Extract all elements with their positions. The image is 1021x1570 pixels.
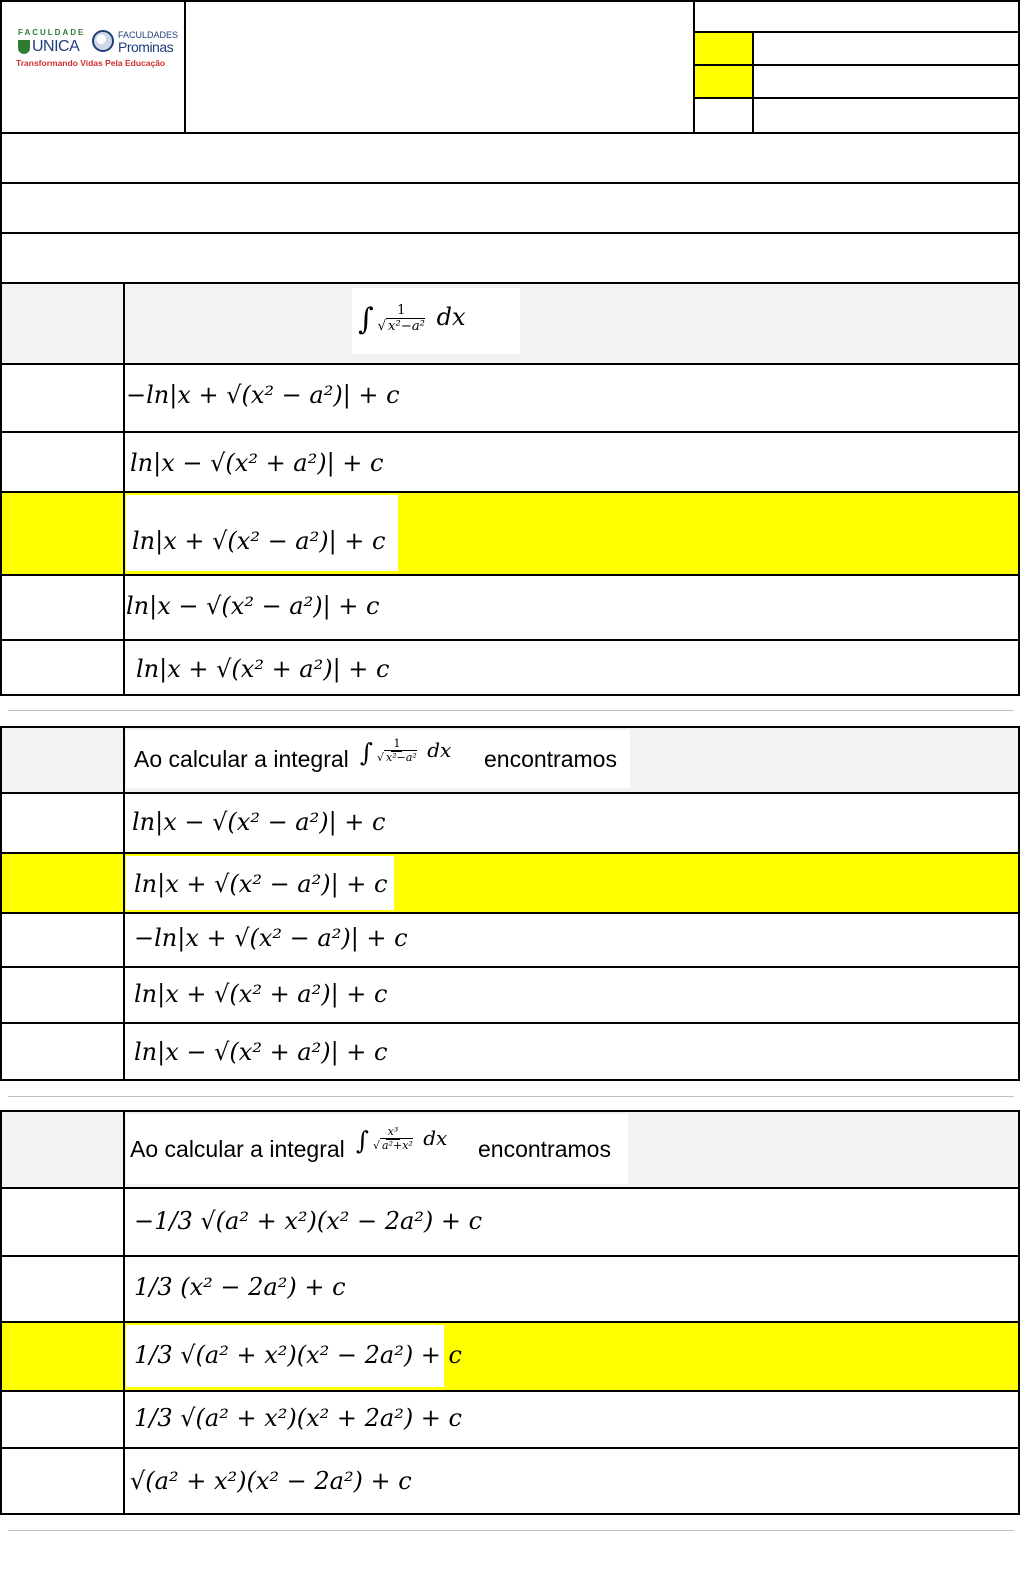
slogan: Transformando Vidas Pela Educação [16, 58, 166, 68]
q2-option-4-text: ln|x + √(x² + a²)| + c [134, 980, 388, 1008]
q2-prompt-row [0, 726, 1020, 792]
q2-separator [8, 1096, 1014, 1097]
q3-option-2-text: 1/3 (x² − 2a²) + c [134, 1273, 346, 1301]
q3-option-row[interactable] [0, 1390, 1020, 1447]
header-info-row-1 [695, 0, 1020, 33]
institution-top-label: FACULDADE [18, 28, 86, 37]
q3-separator [8, 1530, 1014, 1531]
q1-option-5-text: ln|x + √(x² + a²)| + c [136, 655, 390, 683]
q2-prompt-math: ∫ $\frac{1}{\text{√ x²−a²}}$ dx [360, 737, 452, 767]
q2-option-label-cell [2, 912, 125, 968]
q1-option-row[interactable] [0, 431, 1020, 491]
header-info-row-3 [754, 66, 1020, 99]
globe-icon [92, 30, 114, 52]
q3-option-row-highlighted[interactable] [0, 1321, 1020, 1390]
q3-option-label-cell [2, 1447, 125, 1515]
q2-option-label-cell [2, 1022, 125, 1081]
q1-prompt-image [352, 288, 520, 354]
header-marker-divider [695, 33, 754, 134]
q1-option-row[interactable] [0, 363, 1020, 431]
q1-prompt-row [0, 284, 1020, 363]
q3-label-cell [2, 1110, 125, 1189]
unica-mark-icon [18, 40, 30, 54]
q1-option-label-cell [2, 639, 125, 696]
q3-prompt-after: encontramos [478, 1136, 611, 1162]
q2-option-row[interactable] [0, 912, 1020, 966]
q3-option-row[interactable] [0, 1187, 1020, 1255]
q2-option-row[interactable] [0, 792, 1020, 852]
q2-prompt-after: encontramos [484, 746, 617, 772]
q3-option-3-text: 1/3 √(a² + x²)(x² − 2a²) + c [134, 1341, 462, 1369]
q2-option-3-text: −ln|x + √(x² − a²)| + c [134, 924, 408, 952]
q2-option-label-cell [2, 852, 125, 914]
institution-name: UNICA [32, 38, 80, 55]
q3-prompt-row [0, 1110, 1020, 1187]
header-info-row-2 [754, 33, 1020, 66]
q3-option-label-cell [2, 1321, 125, 1392]
q1-prompt-math: ∫ $\frac{1}{\text{√ x²−a²}}$ dx [358, 302, 466, 337]
q2-option-2-image [126, 856, 394, 910]
info-row-2 [0, 184, 1020, 234]
q1-option-label-cell [2, 431, 125, 493]
q2-option-2-text: ln|x + √(x² − a²)| + c [134, 870, 388, 898]
q1-option-label-cell [2, 363, 125, 433]
q3-option-row[interactable] [0, 1447, 1020, 1515]
institution-logo [16, 28, 179, 72]
q1-option-row-highlighted[interactable] [0, 491, 1020, 574]
q1-option-4-text: ln|x − √(x² − a²)| + c [126, 592, 380, 620]
partner-name: Prominas [118, 39, 174, 55]
q2-option-1-text: ln|x − √(x² − a²)| + c [132, 808, 386, 836]
q1-option-3-image [126, 495, 398, 571]
q3-option-label-cell [2, 1255, 125, 1323]
q1-option-1-text: −ln|x + √(x² − a²)| + c [126, 381, 400, 409]
q3-option-3-image [126, 1325, 462, 1387]
info-row-3 [0, 234, 1020, 284]
q1-option-3-text: ln|x + √(x² − a²)| + c [132, 527, 386, 555]
partner-top-label: FACULDADES [118, 30, 179, 40]
q1-separator [8, 710, 1014, 711]
q2-option-label-cell [2, 792, 125, 854]
q2-option-row-highlighted[interactable] [0, 852, 1020, 912]
q3-option-row[interactable] [0, 1255, 1020, 1321]
info-row-1 [0, 134, 1020, 184]
q1-option-row[interactable] [0, 639, 1020, 696]
q2-option-row[interactable] [0, 966, 1020, 1022]
q3-option-label-cell [2, 1187, 125, 1257]
q2-prompt-before: Ao calcular a integral [134, 746, 349, 772]
q3-prompt-before: Ao calcular a integral [130, 1136, 345, 1162]
q3-option-5-text: √(a² + x²)(x² − 2a²) + c [130, 1467, 412, 1495]
q1-option-row[interactable] [0, 574, 1020, 639]
q3-option-label-cell [2, 1390, 125, 1449]
q2-prompt-image [126, 730, 630, 788]
q2-label-cell [2, 726, 125, 794]
q3-option-4-text: 1/3 √(a² + x²)(x² + 2a²) + c [134, 1404, 462, 1432]
q1-label-cell [2, 284, 125, 363]
q1-option-label-cell [2, 491, 125, 576]
q1-option-2-text: ln|x − √(x² + a²)| + c [130, 449, 384, 477]
q3-prompt-math: ∫ $\frac{\text{x³}}{\text{√ a²+x²}}$ dx [356, 1125, 448, 1155]
q2-option-row[interactable] [0, 1022, 1020, 1081]
q1-option-label-cell [2, 574, 125, 641]
q2-option-5-text: ln|x − √(x² + a²)| + c [134, 1038, 388, 1066]
q3-prompt-image [126, 1114, 628, 1184]
q3-option-1-text: −1/3 √(a² + x²)(x² − 2a²) + c [134, 1207, 483, 1235]
header-title-cell [186, 0, 695, 134]
q2-option-label-cell [2, 966, 125, 1024]
